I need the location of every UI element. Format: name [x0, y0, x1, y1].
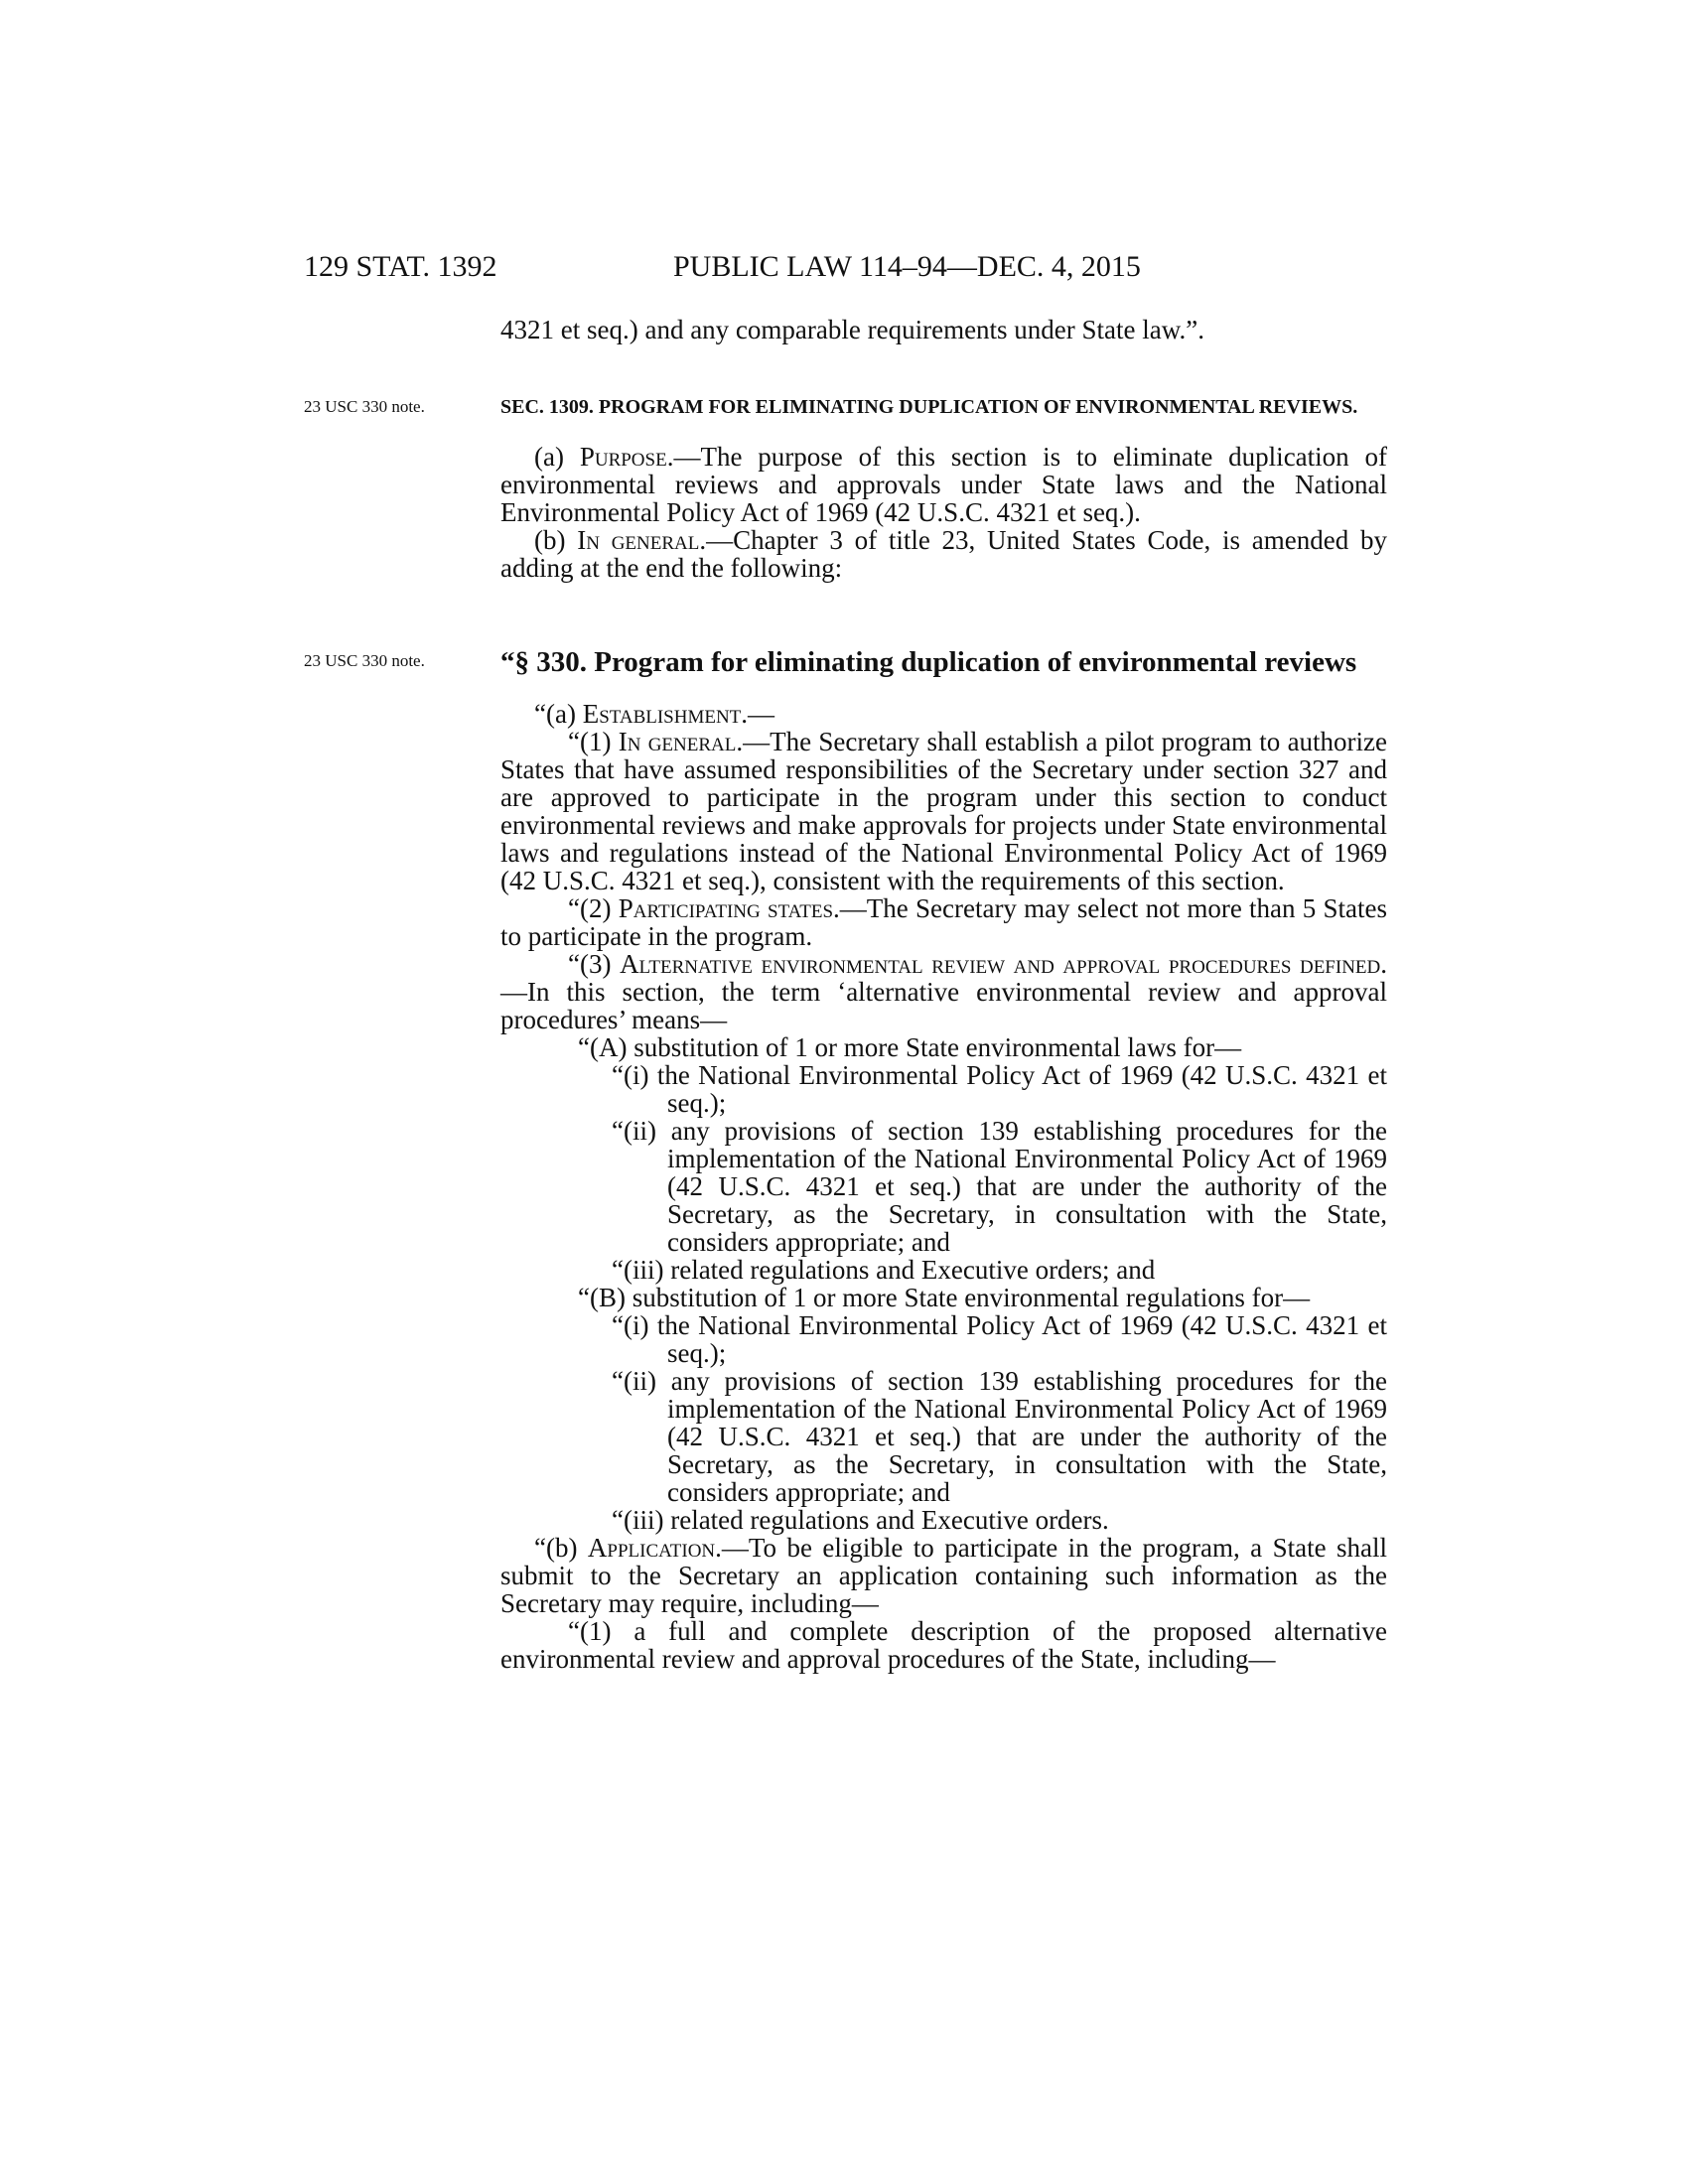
subparagraph-a-3-B: “(B) substitution of 1 or more State environmental regulations for— [578, 1283, 1311, 1312]
body-block-section-1309 [500, 395, 1387, 582]
body-block-section-330 [500, 648, 1387, 1673]
stat-page-number: 129 STAT. 1392 [304, 250, 497, 283]
paragraph-in-general: (b) In general.—Chapter 3 of title 23, United States Code, is amended by adding at the end the following: [500, 525, 1387, 583]
clause-A-ii: “(ii) any provisions of section 139 establishing procedures for the implementation of the National Environmental Policy Act of 1969 (42 U.S.C. 4321 et seq.) that are under the authority of the Secretary, as the Secretary, in consultation with the State, considers appropriate; and [612, 1116, 1387, 1257]
clause-B-iii: “(iii) related regulations and Executive orders. [612, 1505, 1109, 1535]
clause-A-i: “(i) the National Environmental Policy Act of 1969 (42 U.S.C. 4321 et seq.); [612, 1060, 1387, 1118]
clause-B-i: “(i) the National Environmental Policy Act of 1969 (42 U.S.C. 4321 et seq.); [612, 1310, 1387, 1368]
section-heading-1309: SEC. 1309. PROGRAM FOR ELIMINATING DUPLICATION OF ENVIRONMENTAL REVIEWS. [500, 396, 1358, 418]
paragraph-a-2-participating-states: “(2) Participating states.—The Secretary may select not more than 5 States to participate in the program. [500, 893, 1388, 951]
margin-note-section-1309: 23 USC 330 note. [304, 397, 425, 416]
subsection-a-establishment: “(a) Establishment.— [534, 699, 775, 729]
running-head [304, 250, 1388, 290]
body-block-intro [500, 316, 1387, 343]
paragraph-purpose: (a) Purpose.—The purpose of this section is to eliminate duplication of environmental reviews and approvals under State laws and the National Environmental Policy Act of 1969 (42 U.S.C. 4321 et seq.). [500, 442, 1388, 527]
clause-A-iii: “(iii) related regulations and Executive orders; and [612, 1255, 1156, 1285]
subparagraph-a-3-A: “(A) substitution of 1 or more State environmental laws for— [578, 1032, 1242, 1062]
public-law-title: PUBLIC LAW 114–94—DEC. 4, 2015 [673, 250, 1141, 283]
code-section-heading-330: “§ 330. Program for eliminating duplication of environmental reviews [500, 646, 1357, 678]
paragraph-a-1-in-general: “(1) In general.—The Secretary shall establish a pilot program to authorize States that have assumed responsibilities of the Secretary under section 327 and are approved to participate in the program under this section to conduct environmental reviews and make approvals for projects under State environmental laws and regulations instead of the National Environmental Policy Act of 1969 (42 U.S.C. 4321 et seq.), consistent with the requirements of this section. [500, 727, 1388, 895]
subsection-b-application: “(b) Application.—To be eligible to participate in the program, a State shall submit to the Secretary an application containing such information as the Secretary may require, including— [500, 1533, 1388, 1618]
paragraph-b-1-description: “(1) a full and complete description of the proposed alternative environmental review and approval procedures of the State, including— [500, 1616, 1387, 1674]
paragraph-carryover: 4321 et seq.) and any comparable requirements under State law.”. [500, 315, 1204, 344]
clause-B-ii: “(ii) any provisions of section 139 establishing procedures for the implementation of the National Environmental Policy Act of 1969 (42 U.S.C. 4321 et seq.) that are under the authority of the Secretary, as the Secretary, in consultation with the State, considers appropriate; and [612, 1366, 1387, 1507]
paragraph-a-3-definition: “(3) Alternative environmental review and approval procedures defined.—In this section, the term ‘alternative environmental review and approval procedures’ means— [500, 949, 1388, 1034]
margin-note-section-330: 23 USC 330 note. [304, 651, 425, 670]
